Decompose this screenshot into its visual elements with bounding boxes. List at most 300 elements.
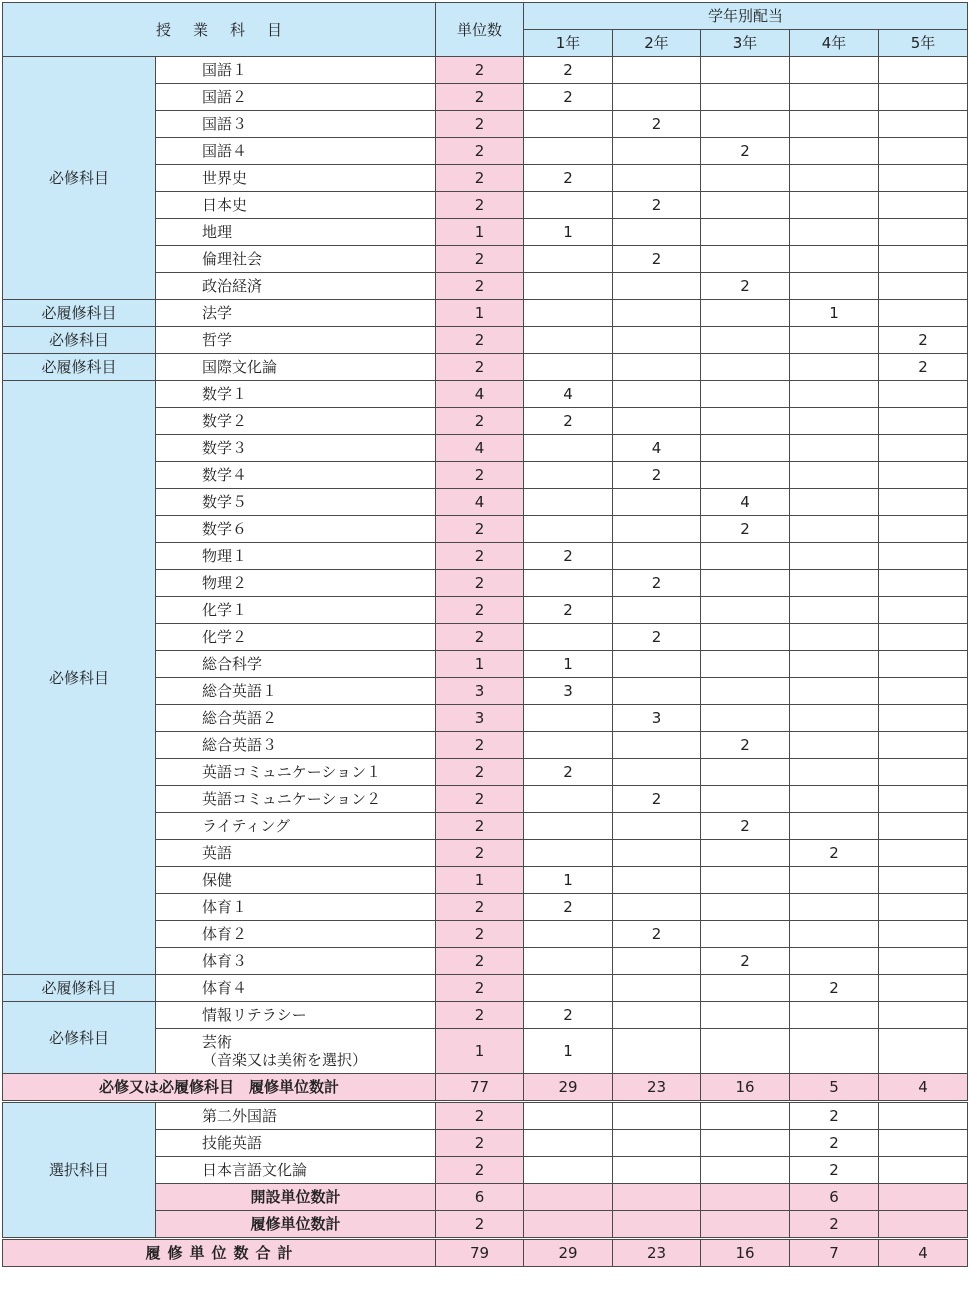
year-4-cell	[790, 786, 879, 813]
year-2-cell	[613, 867, 701, 894]
year-1-cell: 1	[524, 651, 613, 678]
year-3-cell	[701, 111, 790, 138]
elective-offered-year-1	[524, 1184, 613, 1211]
year-1-cell: 2	[524, 408, 613, 435]
year-4-cell	[790, 462, 879, 489]
units-cell: 2	[436, 1130, 524, 1157]
year-1-cell	[524, 921, 613, 948]
year-4-cell	[790, 759, 879, 786]
year-1-cell	[524, 624, 613, 651]
header-units: 単位数	[436, 3, 524, 57]
grand-total-label: 履修単位数合計	[3, 1239, 436, 1267]
category-cell: 選択科目	[3, 1102, 156, 1239]
year-4-cell	[790, 57, 879, 84]
year-5-cell	[879, 219, 968, 246]
year-4-cell	[790, 651, 879, 678]
year-3-cell	[701, 84, 790, 111]
year-1-cell	[524, 300, 613, 327]
year-5-cell	[879, 489, 968, 516]
subject-cell: 体育４	[156, 975, 436, 1002]
year-3-cell	[701, 624, 790, 651]
units-cell: 1	[436, 651, 524, 678]
year-1-cell	[524, 489, 613, 516]
year-2-cell	[613, 165, 701, 192]
year-2-cell	[613, 489, 701, 516]
units-cell: 2	[436, 948, 524, 975]
year-5-cell	[879, 840, 968, 867]
required-total-label: 必修又は必履修科目 履修単位数計	[3, 1074, 436, 1102]
year-1-cell	[524, 516, 613, 543]
year-1-cell: 1	[524, 219, 613, 246]
header-subject: 授業科目	[3, 3, 436, 57]
year-3-cell	[701, 327, 790, 354]
year-3-cell	[701, 462, 790, 489]
year-3-cell: 2	[701, 273, 790, 300]
required-total-year-2: 23	[613, 1074, 701, 1102]
category-cell: 必履修科目	[3, 300, 156, 327]
year-5-cell	[879, 948, 968, 975]
year-5-cell	[879, 1157, 968, 1184]
subject-cell: 国語４	[156, 138, 436, 165]
units-cell: 2	[436, 597, 524, 624]
year-2-cell	[613, 1102, 701, 1130]
units-cell: 2	[436, 165, 524, 192]
year-3-cell	[701, 543, 790, 570]
year-4-cell	[790, 489, 879, 516]
year-5-cell	[879, 1102, 968, 1130]
year-2-cell: 2	[613, 624, 701, 651]
year-2-cell	[613, 327, 701, 354]
year-1-cell	[524, 975, 613, 1002]
category-cell: 必修科目	[3, 1002, 156, 1074]
year-5-cell	[879, 1002, 968, 1029]
subject-cell: 保健	[156, 867, 436, 894]
year-3-cell: 4	[701, 489, 790, 516]
year-2-cell	[613, 354, 701, 381]
units-cell: 2	[436, 57, 524, 84]
year-1-cell	[524, 138, 613, 165]
year-5-cell	[879, 84, 968, 111]
year-1-cell: 2	[524, 165, 613, 192]
units-cell: 2	[436, 1102, 524, 1130]
grand-total-year-4: 7	[790, 1239, 879, 1267]
year-5-cell	[879, 1029, 968, 1074]
year-1-cell: 2	[524, 57, 613, 84]
year-3-cell	[701, 435, 790, 462]
required-total-units: 77	[436, 1074, 524, 1102]
year-1-cell: 3	[524, 678, 613, 705]
year-4-cell	[790, 408, 879, 435]
table-row	[3, 300, 968, 327]
subject-cell: 総合英語１	[156, 678, 436, 705]
year-2-cell	[613, 975, 701, 1002]
units-cell: 2	[436, 840, 524, 867]
year-2-cell	[613, 300, 701, 327]
subject-line: （音楽又は美術を選択）	[202, 1051, 368, 1069]
header-year-1: 1年	[524, 30, 613, 57]
year-3-cell	[701, 192, 790, 219]
units-cell: 1	[436, 300, 524, 327]
year-3-cell	[701, 678, 790, 705]
table-row	[3, 1102, 968, 1130]
grand-total-year-1: 29	[524, 1239, 613, 1267]
year-4-cell	[790, 921, 879, 948]
year-1-cell	[524, 327, 613, 354]
year-5-cell	[879, 462, 968, 489]
year-4-cell	[790, 246, 879, 273]
year-2-cell: 2	[613, 786, 701, 813]
category-cell: 必修科目	[3, 57, 156, 300]
year-5-cell	[879, 867, 968, 894]
header-grade-distribution: 学年別配当	[524, 3, 968, 30]
subject-cell: 数学５	[156, 489, 436, 516]
category-cell: 必履修科目	[3, 975, 156, 1002]
units-cell: 2	[436, 246, 524, 273]
year-2-cell	[613, 408, 701, 435]
required-total-year-1: 29	[524, 1074, 613, 1102]
units-cell: 3	[436, 705, 524, 732]
units-cell: 2	[436, 543, 524, 570]
elective-taken-year-5	[879, 1211, 968, 1239]
year-2-cell: 2	[613, 111, 701, 138]
subject-cell: 物理２	[156, 570, 436, 597]
year-2-cell: 2	[613, 921, 701, 948]
subject-cell: 英語	[156, 840, 436, 867]
header-year-2: 2年	[613, 30, 701, 57]
units-cell: 2	[436, 273, 524, 300]
year-2-cell	[613, 597, 701, 624]
required-total-year-3: 16	[701, 1074, 790, 1102]
year-4-cell: 2	[790, 1130, 879, 1157]
year-3-cell	[701, 840, 790, 867]
year-3-cell	[701, 408, 790, 435]
year-3-cell	[701, 246, 790, 273]
year-2-cell	[613, 1002, 701, 1029]
year-5-cell	[879, 921, 968, 948]
subject-cell: ライティング	[156, 813, 436, 840]
year-5-cell	[879, 624, 968, 651]
subject-cell: 日本史	[156, 192, 436, 219]
elective-taken-year-3	[701, 1211, 790, 1239]
year-1-cell	[524, 192, 613, 219]
year-4-cell	[790, 435, 879, 462]
units-cell: 4	[436, 435, 524, 462]
grand-total-year-5: 4	[879, 1239, 968, 1267]
year-2-cell	[613, 57, 701, 84]
subject-cell: 数学６	[156, 516, 436, 543]
table-row	[3, 975, 968, 1002]
required-total-year-5: 4	[879, 1074, 968, 1102]
subject-cell: 物理１	[156, 543, 436, 570]
subject-cell: 数学３	[156, 435, 436, 462]
subject-line: 芸術	[202, 1033, 233, 1051]
year-5-cell: 2	[879, 327, 968, 354]
year-1-cell	[524, 435, 613, 462]
header-year-5: 5年	[879, 30, 968, 57]
year-5-cell	[879, 678, 968, 705]
units-cell: 3	[436, 678, 524, 705]
units-cell: 2	[436, 84, 524, 111]
year-1-cell: 1	[524, 1029, 613, 1074]
year-1-cell	[524, 948, 613, 975]
year-5-cell	[879, 408, 968, 435]
units-cell: 2	[436, 786, 524, 813]
year-4-cell	[790, 1002, 879, 1029]
grand-total-year-3: 16	[701, 1239, 790, 1267]
year-5-cell	[879, 1130, 968, 1157]
year-3-cell	[701, 570, 790, 597]
units-cell: 2	[436, 408, 524, 435]
units-cell: 2	[436, 975, 524, 1002]
table-row	[3, 354, 968, 381]
elective-taken-label: 履修単位数計	[156, 1211, 436, 1239]
elective-taken-year-4: 2	[790, 1211, 879, 1239]
year-2-cell	[613, 732, 701, 759]
subject-cell: 総合英語２	[156, 705, 436, 732]
year-3-cell	[701, 921, 790, 948]
year-2-cell: 2	[613, 246, 701, 273]
year-3-cell	[701, 300, 790, 327]
category-cell: 必修科目	[3, 381, 156, 975]
year-4-cell	[790, 192, 879, 219]
year-1-cell	[524, 705, 613, 732]
units-cell: 4	[436, 489, 524, 516]
subject-cell: 政治経済	[156, 273, 436, 300]
year-2-cell	[613, 651, 701, 678]
year-4-cell: 2	[790, 1157, 879, 1184]
year-3-cell	[701, 381, 790, 408]
year-1-cell: 2	[524, 759, 613, 786]
subject-cell: 英語コミュニケーション２	[156, 786, 436, 813]
grand-total-row	[3, 1239, 968, 1267]
year-4-cell	[790, 516, 879, 543]
year-5-cell	[879, 57, 968, 84]
year-4-cell	[790, 894, 879, 921]
year-4-cell	[790, 381, 879, 408]
year-2-cell	[613, 678, 701, 705]
year-1-cell	[524, 1157, 613, 1184]
year-1-cell	[524, 732, 613, 759]
subject-cell: 国際文化論	[156, 354, 436, 381]
year-4-cell: 2	[790, 840, 879, 867]
category-cell: 必修科目	[3, 327, 156, 354]
subject-cell: 倫理社会	[156, 246, 436, 273]
year-4-cell	[790, 678, 879, 705]
elective-offered-label: 開設単位数計	[156, 1184, 436, 1211]
units-cell: 2	[436, 624, 524, 651]
subject-cell: 情報リテラシー	[156, 1002, 436, 1029]
subject-cell: 総合科学	[156, 651, 436, 678]
year-4-cell	[790, 111, 879, 138]
year-5-cell	[879, 975, 968, 1002]
elective-taken-year-2	[613, 1211, 701, 1239]
year-5-cell	[879, 273, 968, 300]
subject-cell: 数学１	[156, 381, 436, 408]
year-4-cell: 2	[790, 1102, 879, 1130]
elective-taken-units: 2	[436, 1211, 524, 1239]
year-3-cell: 2	[701, 138, 790, 165]
subject-cell: 法学	[156, 300, 436, 327]
units-cell: 1	[436, 867, 524, 894]
units-cell: 2	[436, 759, 524, 786]
subject-cell: 総合英語３	[156, 732, 436, 759]
year-4-cell	[790, 165, 879, 192]
year-2-cell	[613, 894, 701, 921]
elective-offered-year-2	[613, 1184, 701, 1211]
subject-cell: 哲学	[156, 327, 436, 354]
units-cell: 2	[436, 192, 524, 219]
year-4-cell	[790, 1029, 879, 1074]
subject-cell: 数学２	[156, 408, 436, 435]
year-3-cell	[701, 57, 790, 84]
elective-offered-year-5	[879, 1184, 968, 1211]
year-5-cell	[879, 732, 968, 759]
year-1-cell	[524, 354, 613, 381]
subject-cell	[156, 1029, 436, 1074]
year-3-cell	[701, 759, 790, 786]
year-2-cell	[613, 273, 701, 300]
elective-offered-year-4: 6	[790, 1184, 879, 1211]
grand-total-year-2: 23	[613, 1239, 701, 1267]
table-row	[3, 57, 968, 84]
year-2-cell	[613, 813, 701, 840]
year-5-cell	[879, 192, 968, 219]
year-3-cell	[701, 786, 790, 813]
year-4-cell	[790, 138, 879, 165]
year-1-cell	[524, 786, 613, 813]
year-4-cell	[790, 543, 879, 570]
year-2-cell	[613, 1130, 701, 1157]
year-4-cell	[790, 327, 879, 354]
year-3-cell	[701, 165, 790, 192]
year-2-cell	[613, 84, 701, 111]
year-1-cell: 1	[524, 867, 613, 894]
year-3-cell: 2	[701, 732, 790, 759]
year-4-cell	[790, 624, 879, 651]
table-row	[3, 1002, 968, 1029]
year-2-cell: 2	[613, 462, 701, 489]
year-3-cell	[701, 975, 790, 1002]
year-5-cell	[879, 111, 968, 138]
year-2-cell	[613, 1029, 701, 1074]
year-2-cell	[613, 1157, 701, 1184]
year-3-cell	[701, 867, 790, 894]
year-5-cell	[879, 138, 968, 165]
year-1-cell	[524, 570, 613, 597]
year-4-cell	[790, 354, 879, 381]
subject-cell: 第二外国語	[156, 1102, 436, 1130]
year-2-cell	[613, 759, 701, 786]
year-3-cell	[701, 1029, 790, 1074]
required-total-row	[3, 1074, 968, 1102]
year-4-cell	[790, 705, 879, 732]
year-3-cell	[701, 705, 790, 732]
year-2-cell	[613, 381, 701, 408]
year-2-cell	[613, 948, 701, 975]
year-1-cell	[524, 1102, 613, 1130]
year-5-cell	[879, 894, 968, 921]
year-1-cell	[524, 840, 613, 867]
year-2-cell	[613, 219, 701, 246]
year-1-cell: 2	[524, 597, 613, 624]
units-cell: 2	[436, 354, 524, 381]
year-5-cell	[879, 300, 968, 327]
units-cell: 2	[436, 1002, 524, 1029]
year-4-cell	[790, 84, 879, 111]
year-5-cell	[879, 516, 968, 543]
year-4-cell	[790, 219, 879, 246]
year-5-cell	[879, 651, 968, 678]
year-4-cell	[790, 732, 879, 759]
subject-cell: 国語３	[156, 111, 436, 138]
header-year-4: 4年	[790, 30, 879, 57]
units-cell: 1	[436, 1029, 524, 1074]
category-cell: 必履修科目	[3, 354, 156, 381]
year-2-cell	[613, 138, 701, 165]
year-1-cell: 2	[524, 543, 613, 570]
year-3-cell: 2	[701, 948, 790, 975]
year-2-cell	[613, 543, 701, 570]
year-3-cell	[701, 651, 790, 678]
units-cell: 4	[436, 381, 524, 408]
year-5-cell	[879, 759, 968, 786]
year-3-cell	[701, 597, 790, 624]
year-3-cell	[701, 354, 790, 381]
year-5-cell	[879, 570, 968, 597]
subject-cell: 化学２	[156, 624, 436, 651]
units-cell: 2	[436, 732, 524, 759]
year-3-cell	[701, 1002, 790, 1029]
subject-cell: 体育２	[156, 921, 436, 948]
year-4-cell	[790, 948, 879, 975]
grand-total-units: 79	[436, 1239, 524, 1267]
table-row	[3, 327, 968, 354]
units-cell: 2	[436, 462, 524, 489]
year-3-cell	[701, 1102, 790, 1130]
subject-cell: 体育１	[156, 894, 436, 921]
subject-cell: 英語コミュニケーション１	[156, 759, 436, 786]
subject-cell: 国語２	[156, 84, 436, 111]
year-1-cell: 2	[524, 894, 613, 921]
year-3-cell	[701, 1130, 790, 1157]
year-2-cell: 2	[613, 570, 701, 597]
subject-cell: 技能英語	[156, 1130, 436, 1157]
year-5-cell	[879, 543, 968, 570]
elective-taken-year-1	[524, 1211, 613, 1239]
subject-cell: 地理	[156, 219, 436, 246]
year-5-cell	[879, 246, 968, 273]
elective-offered-year-3	[701, 1184, 790, 1211]
table-row	[3, 381, 968, 408]
year-5-cell	[879, 705, 968, 732]
units-cell: 2	[436, 111, 524, 138]
year-4-cell	[790, 570, 879, 597]
subject-cell: 体育３	[156, 948, 436, 975]
year-2-cell: 2	[613, 192, 701, 219]
year-3-cell	[701, 894, 790, 921]
units-cell: 2	[436, 327, 524, 354]
year-5-cell	[879, 813, 968, 840]
units-cell: 2	[436, 138, 524, 165]
year-4-cell: 1	[790, 300, 879, 327]
header-year-3: 3年	[701, 30, 790, 57]
subject-cell: 化学１	[156, 597, 436, 624]
subject-cell: 世界史	[156, 165, 436, 192]
year-4-cell	[790, 273, 879, 300]
year-5-cell	[879, 597, 968, 624]
year-2-cell	[613, 840, 701, 867]
units-cell: 2	[436, 570, 524, 597]
